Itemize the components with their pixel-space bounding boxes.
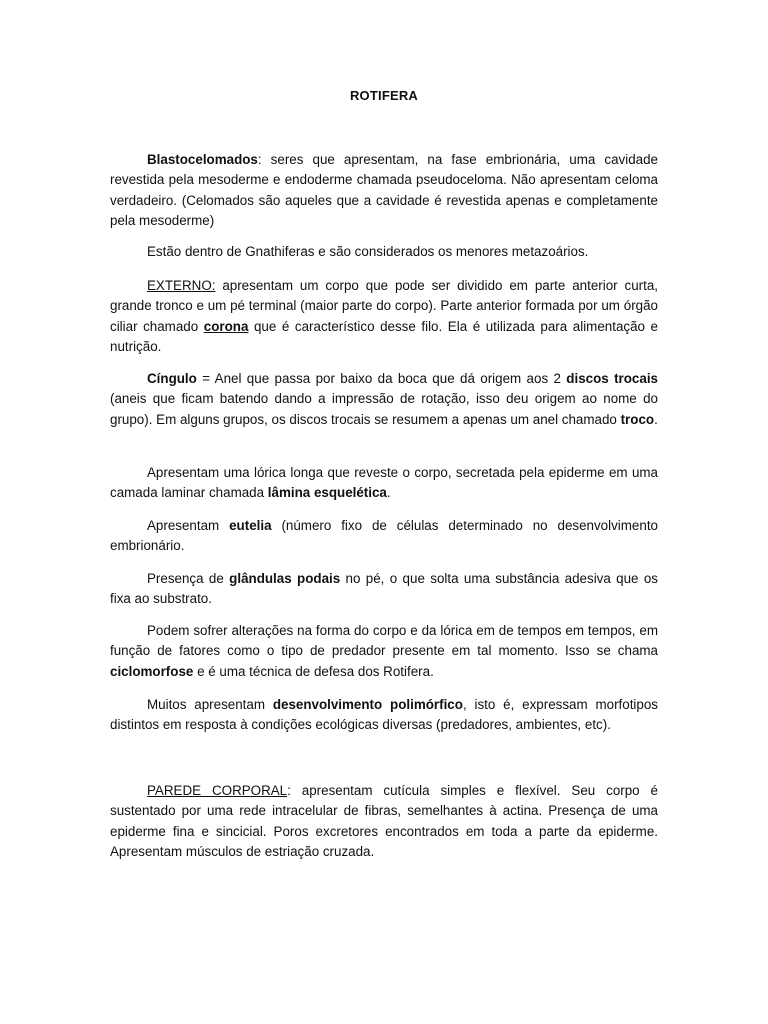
term-blastocelomados: Blastocelomados <box>147 152 258 167</box>
document-title: ROTIFERA <box>349 88 419 103</box>
paragraph-text: : apresentam cutícula simples e flexível. Seu corpo é sustentado por uma rede intracelular de fibras, semelhantes à actina. Presença de uma epiderme fina e sincicial. Poros excretores encontrados em toda a parte da epiderme. Apresentam músculos de estriação cruzada. <box>110 783 658 860</box>
paragraph-text: Podem sofrer alterações na forma do corpo e da lórica em de tempos em tempos, em função de fatores como o tipo de predador presente em tal momento. Isso se chama <box>110 623 658 659</box>
paragraph-text: apresentam um corpo que pode ser dividido em parte anterior curta, grande tronco e um pé terminal (maior parte do corpo). Parte anterior formada por um órgão ciliar chamado <box>110 278 658 334</box>
paragraph-glandulas-podais <box>110 569 658 610</box>
term-cingulo: Cíngulo <box>147 371 197 386</box>
paragraph-text: Muitos apresentam <box>147 697 273 712</box>
keyword-ciclomorfose: ciclomorfose <box>110 663 194 679</box>
paragraph-text: e é uma técnica de defesa dos Rotifera. <box>193 663 434 679</box>
paragraph-text: Presença de <box>147 571 230 586</box>
paragraph-eutelia <box>110 516 658 557</box>
paragraph-text: (número fixo de células determinado no desenvolvimento embrionário. <box>110 518 658 554</box>
paragraph-blastocelomados <box>110 150 658 232</box>
paragraph-lorica <box>110 463 658 504</box>
paragraph-text: Apresentam uma lórica longa que reveste o corpo, secretada pela epiderme em uma camada laminar chamada <box>110 465 658 501</box>
keyword-desenvolvimento-polimorfico: desenvolvimento polimórfico <box>272 697 463 712</box>
paragraph-parede-corporal <box>110 781 658 863</box>
paragraph-text: . <box>386 485 391 501</box>
paragraph-text: = Anel que passa por baixo da boca que dá origem aos 2 <box>196 371 567 386</box>
paragraph-text: , isto é, expressam morfotipos distintos em resposta à condições ecológicas diversas (predadores, ambientes, etc). <box>110 697 658 733</box>
paragraph-text: : seres que apresentam, na fase embrionária, uma cavidade revestida pela mesoderme e endoderme chamada pseudoceloma. Não apresentam celoma verdadeiro. (Celomados são aqueles que a cavidade é revestida apenas e completamente pela mesoderme) <box>110 152 658 229</box>
paragraph-cingulo <box>110 369 658 430</box>
paragraph-text: Estão dentro de Gnathiferas e são considerados os menores metazoários. <box>147 244 589 259</box>
keyword-troco: troco <box>620 411 655 427</box>
paragraph-externo <box>110 276 658 358</box>
keyword-lamina-esqueletica: lâmina esquelética <box>267 485 387 501</box>
paragraph-desenvolvimento-polimorfico <box>110 695 658 736</box>
paragraph-text: Apresentam <box>147 518 230 533</box>
heading-externo: EXTERNO: <box>147 278 216 293</box>
paragraph-text: que é característico desse filo. Ela é utilizada para alimentação e nutrição. <box>110 318 658 355</box>
keyword-eutelia: eutelia <box>229 518 272 533</box>
heading-parede-corporal: PAREDE CORPORAL <box>147 783 288 798</box>
paragraph-text: . <box>654 411 658 427</box>
paragraph-gnathiferas <box>110 242 658 262</box>
paragraph-ciclomorfose <box>110 621 658 682</box>
keyword-discos-trocais: discos trocais <box>566 371 658 386</box>
keyword-corona: corona <box>203 318 249 334</box>
keyword-glandulas-podais: glândulas podais <box>229 571 341 586</box>
paragraph-text: (aneis que ficam batendo dando a impressão de rotação, isso deu origem ao nome do grupo). Em alguns grupos, os discos trocais se resumem a apenas um anel chamado <box>110 391 658 427</box>
paragraph-text: no pé, o que solta uma substância adesiva que os fixa ao substrato. <box>110 571 659 607</box>
